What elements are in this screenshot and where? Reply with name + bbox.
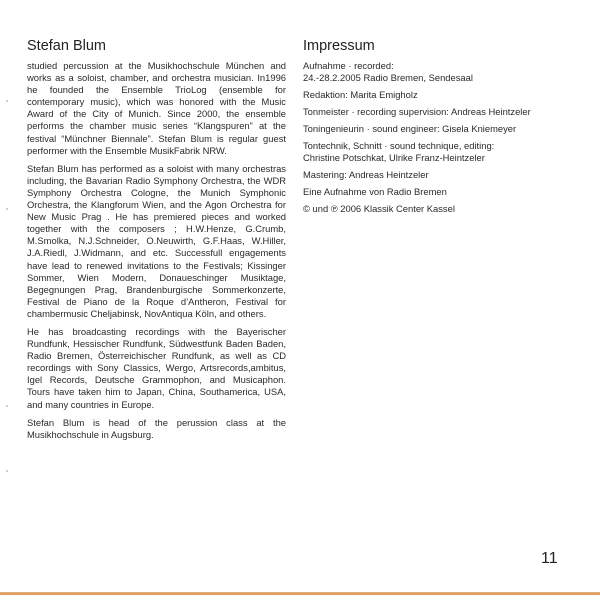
impressum-line: Mastering: Andreas Heintzeler [303,169,429,180]
biography-paragraph: Stefan Blum has performed as a soloist with many orchestras including, the Bavarian Radio Symphony Orchestra, the WDR Symphony Orchestra Cologne, the Munich Symphonic Orchestra, the Klangforum Wien, and the Agon Orchestra for New Music Prag . He has premiered pieces and worked together with the composers ; H.W.Henze, G.Crumb, M.Smolka, N.J.Schneider, O.Neuwirth, G.F.Haas, W.Hiller, J.A.Riedl, J.Widmann, and etc. Successfull engagements have lead to renewed invitations to the Festivals; Kissinger Sommer, Wien Modern, Donaueschinger Musiktage, Begegnungen Prag, Brandenburgische Sommerkonzerte, Festival de Piano de la Roque d’Antheron, Festival for chambermusic Cheljabinsk, NovAntiqua Köln, and others. [27,162,286,319]
impressum-line: Aufnahme · recorded: [303,60,394,71]
impressum-line: 24.-28.2.2005 Radio Bremen, Sendesaal [303,72,473,83]
impressum-column [303,38,573,220]
impressum-editing [303,140,573,164]
scan-speck [6,405,8,407]
biography-paragraph: He has broadcasting recordings with the Bayerischer Rundfunk, Hessischer Rundfunk, Südwestfunk Baden Baden, Radio Bremen, Österreichischer Rundfunk, as well as CD recordings with Sony Classics, Wergo, Artsrecords,ambitus, Igel Records, Deutsche Grammophon, and Musicaphon. Tours have taken him to Japan, China, Southamerica, USA, and many countries in Europe. [27,325,286,410]
page-number: 11 [541,550,558,567]
bottom-edge-line [0,592,600,595]
biography-title: Stefan Blum [27,38,106,54]
biography-paragraph: Stefan Blum is head of the perussion class at the Musikhochschule in Augsburg. [27,416,286,440]
biography-paragraph: studied percussion at the Musikhochschule München and works as a soloist, chamber, and orchestra musician. In1996 he founded the Ensemble TrioLog (ensemble for contemporary music), which was honored with the Music Award of the City of Munich. Since 2000, the ensemble performs the chamber music series “Klangspuren” at the festival “Münchner Biennale”. Stefan Blum is regular guest performer with the Ensemble MusikFabrik NRW. [27,60,286,156]
impressum-line: Tonmeister · recording supervision: Andreas Heintzeler [303,106,531,117]
impressum-title: Impressum [303,38,375,54]
impressum-line: Tontechnik, Schnitt · sound technique, editing: [303,140,495,151]
scan-speck [6,208,8,210]
impressum-line: Redaktion: Marita Emigholz [303,89,418,100]
scan-speck [6,100,8,102]
biography-column [27,38,286,447]
impressum-recorded [303,60,573,84]
scan-speck [6,470,8,472]
impressum-line: Christine Potschkat, Ulrike Franz-Heintzeler [303,152,485,163]
impressum-line: Toningenieurin · sound engineer: Gisela Kniemeyer [303,123,517,134]
impressum-line: © und ℗ 2006 Klassik Center Kassel [303,203,455,214]
impressum-line: Eine Aufnahme von Radio Bremen [303,186,447,197]
